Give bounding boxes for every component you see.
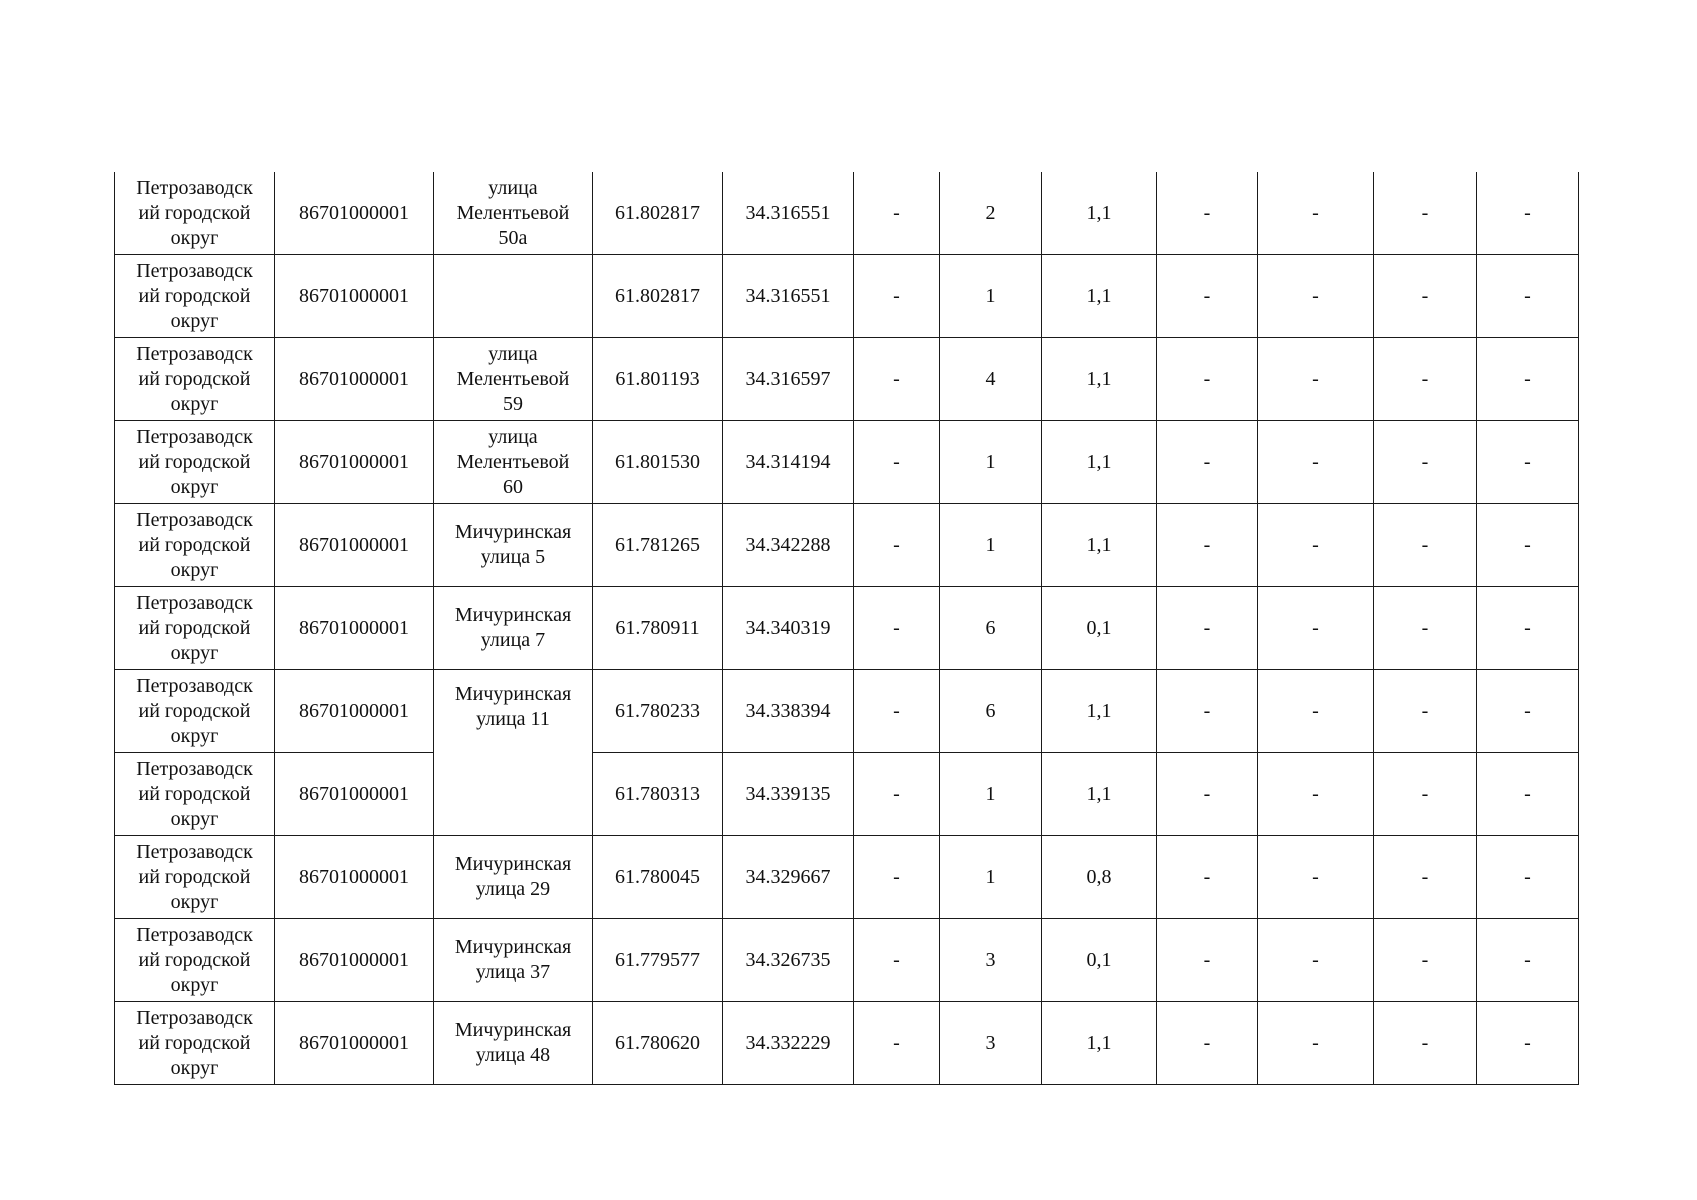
value-cell-6: - bbox=[854, 338, 940, 421]
district-cell bbox=[115, 1002, 275, 1085]
latitude-cell: 61.802817 bbox=[593, 255, 723, 338]
value-cell-10: - bbox=[1258, 919, 1374, 1002]
table-row bbox=[115, 504, 1579, 587]
table-row bbox=[115, 172, 1579, 255]
value-cell-7: 1 bbox=[940, 836, 1042, 919]
value-cell-8: 1,1 bbox=[1042, 753, 1157, 836]
longitude-cell: 34.314194 bbox=[723, 421, 854, 504]
address-cell bbox=[434, 172, 593, 255]
value-cell-6: - bbox=[854, 919, 940, 1002]
oktmo-cell: 86701000001 bbox=[275, 587, 434, 670]
value-cell-9: - bbox=[1157, 504, 1258, 587]
value-cell-8: 1,1 bbox=[1042, 504, 1157, 587]
value-cell-11: - bbox=[1374, 172, 1477, 255]
district-cell bbox=[115, 836, 275, 919]
district-cell bbox=[115, 172, 275, 255]
address-cell bbox=[434, 836, 593, 919]
district-cell bbox=[115, 338, 275, 421]
district-line: ий городской bbox=[138, 533, 251, 556]
oktmo-cell: 86701000001 bbox=[275, 919, 434, 1002]
table-row bbox=[115, 338, 1579, 421]
value-cell-6: - bbox=[854, 587, 940, 670]
latitude-cell: 61.780233 bbox=[593, 670, 723, 753]
address-line: Мичуринская bbox=[454, 604, 572, 626]
value-cell-6: - bbox=[854, 421, 940, 504]
latitude-cell: 61.780911 bbox=[593, 587, 723, 670]
district-line: Петрозаводск bbox=[136, 342, 253, 365]
district-line: ий городской bbox=[138, 782, 251, 805]
value-cell-10: - bbox=[1258, 504, 1374, 587]
latitude-cell: 61.801193 bbox=[593, 338, 723, 421]
value-cell-11: - bbox=[1374, 670, 1477, 753]
value-cell-10: - bbox=[1258, 172, 1374, 255]
district-line: Петрозаводск bbox=[136, 425, 253, 448]
address-line: улица 11 bbox=[476, 708, 550, 730]
value-cell-8: 1,1 bbox=[1042, 1002, 1157, 1085]
district-line: ий городской bbox=[138, 948, 251, 971]
value-cell-10: - bbox=[1258, 587, 1374, 670]
address-cell bbox=[434, 338, 593, 421]
district-line: ий городской bbox=[138, 699, 251, 722]
district-line: Петрозаводск bbox=[136, 757, 253, 780]
district-line: округ bbox=[170, 1056, 219, 1079]
district-line: Петрозаводск bbox=[136, 259, 253, 282]
longitude-cell: 34.316551 bbox=[723, 255, 854, 338]
district-line: округ bbox=[170, 309, 219, 332]
value-cell-7: 1 bbox=[940, 753, 1042, 836]
latitude-cell: 61.781265 bbox=[593, 504, 723, 587]
value-cell-10: - bbox=[1258, 836, 1374, 919]
latitude-cell: 61.780313 bbox=[593, 753, 723, 836]
district-line: Петрозаводск bbox=[136, 176, 253, 199]
value-cell-8: 1,1 bbox=[1042, 338, 1157, 421]
district-line: ий городской bbox=[138, 450, 251, 473]
address-line: улица 7 bbox=[480, 629, 546, 651]
value-cell-8: 1,1 bbox=[1042, 172, 1157, 255]
district-line: Петрозаводск bbox=[136, 591, 253, 614]
address-line: Мичуринская bbox=[454, 853, 572, 875]
value-cell-12: - bbox=[1477, 172, 1579, 255]
address-line: улица 48 bbox=[475, 1044, 551, 1066]
district-cell bbox=[115, 255, 275, 338]
district-line: округ bbox=[170, 890, 219, 913]
address-cell bbox=[434, 919, 593, 1002]
oktmo-cell: 86701000001 bbox=[275, 670, 434, 753]
latitude-cell: 61.801530 bbox=[593, 421, 723, 504]
district-line: округ bbox=[170, 392, 219, 415]
value-cell-9: - bbox=[1157, 172, 1258, 255]
value-cell-12: - bbox=[1477, 421, 1579, 504]
district-line: ий городской bbox=[138, 865, 251, 888]
table-row bbox=[115, 919, 1579, 1002]
district-line: ий городской bbox=[138, 367, 251, 390]
data-table bbox=[114, 172, 1579, 1085]
longitude-cell: 34.338394 bbox=[723, 670, 854, 753]
value-cell-8: 1,1 bbox=[1042, 421, 1157, 504]
district-line: Петрозаводск bbox=[136, 1006, 253, 1029]
value-cell-7: 1 bbox=[940, 421, 1042, 504]
district-line: Петрозаводск bbox=[136, 923, 253, 946]
value-cell-9: - bbox=[1157, 919, 1258, 1002]
address-line: улица bbox=[488, 425, 538, 448]
value-cell-7: 4 bbox=[940, 338, 1042, 421]
latitude-cell: 61.779577 bbox=[593, 919, 723, 1002]
value-cell-7: 1 bbox=[940, 504, 1042, 587]
district-line: Петрозаводск bbox=[136, 674, 253, 697]
value-cell-8: 0,1 bbox=[1042, 587, 1157, 670]
latitude-cell: 61.780045 bbox=[593, 836, 723, 919]
value-cell-11: - bbox=[1374, 255, 1477, 338]
oktmo-cell: 86701000001 bbox=[275, 421, 434, 504]
address-cell bbox=[434, 421, 593, 504]
table-row bbox=[115, 587, 1579, 670]
value-cell-11: - bbox=[1374, 753, 1477, 836]
district-cell bbox=[115, 421, 275, 504]
address-line: Мичуринская bbox=[454, 521, 572, 543]
value-cell-12: - bbox=[1477, 836, 1579, 919]
address-line: улица bbox=[488, 176, 538, 199]
address-line: улица 29 bbox=[475, 878, 551, 900]
oktmo-cell: 86701000001 bbox=[275, 338, 434, 421]
value-cell-12: - bbox=[1477, 670, 1579, 753]
district-line: ий городской bbox=[138, 284, 251, 307]
address-line: улица 37 bbox=[475, 961, 551, 983]
table-row bbox=[115, 836, 1579, 919]
address-line: улица bbox=[488, 342, 538, 365]
oktmo-cell: 86701000001 bbox=[275, 504, 434, 587]
value-cell-11: - bbox=[1374, 504, 1477, 587]
value-cell-9: - bbox=[1157, 421, 1258, 504]
value-cell-12: - bbox=[1477, 587, 1579, 670]
district-line: округ bbox=[170, 558, 219, 581]
oktmo-cell: 86701000001 bbox=[275, 753, 434, 836]
latitude-cell: 61.802817 bbox=[593, 172, 723, 255]
value-cell-8: 0,8 bbox=[1042, 836, 1157, 919]
value-cell-10: - bbox=[1258, 1002, 1374, 1085]
district-line: округ bbox=[170, 724, 219, 747]
longitude-cell: 34.316597 bbox=[723, 338, 854, 421]
address-line: Мелентьевой bbox=[456, 450, 570, 473]
value-cell-7: 1 bbox=[940, 255, 1042, 338]
value-cell-6: - bbox=[854, 670, 940, 753]
district-cell bbox=[115, 919, 275, 1002]
value-cell-12: - bbox=[1477, 919, 1579, 1002]
address-cell bbox=[434, 1002, 593, 1085]
value-cell-7: 6 bbox=[940, 587, 1042, 670]
value-cell-12: - bbox=[1477, 1002, 1579, 1085]
district-line: Петрозаводск bbox=[136, 508, 253, 531]
longitude-cell: 34.332229 bbox=[723, 1002, 854, 1085]
value-cell-9: - bbox=[1157, 1002, 1258, 1085]
value-cell-12: - bbox=[1477, 255, 1579, 338]
value-cell-8: 0,1 bbox=[1042, 919, 1157, 1002]
address-line: Мичуринская bbox=[454, 683, 572, 705]
district-line: Петрозаводск bbox=[136, 840, 253, 863]
value-cell-7: 3 bbox=[940, 919, 1042, 1002]
longitude-cell: 34.326735 bbox=[723, 919, 854, 1002]
value-cell-6: - bbox=[854, 504, 940, 587]
longitude-cell: 34.329667 bbox=[723, 836, 854, 919]
oktmo-cell: 86701000001 bbox=[275, 836, 434, 919]
address-line: улица 5 bbox=[480, 546, 546, 568]
value-cell-10: - bbox=[1258, 338, 1374, 421]
value-cell-9: - bbox=[1157, 836, 1258, 919]
value-cell-11: - bbox=[1374, 421, 1477, 504]
value-cell-10: - bbox=[1258, 421, 1374, 504]
value-cell-11: - bbox=[1374, 587, 1477, 670]
value-cell-10: - bbox=[1258, 670, 1374, 753]
district-cell bbox=[115, 670, 275, 753]
value-cell-6: - bbox=[854, 753, 940, 836]
district-line: округ bbox=[170, 475, 219, 498]
oktmo-cell: 86701000001 bbox=[275, 255, 434, 338]
value-cell-9: - bbox=[1157, 255, 1258, 338]
value-cell-6: - bbox=[854, 255, 940, 338]
value-cell-11: - bbox=[1374, 338, 1477, 421]
address-line: 60 bbox=[503, 475, 523, 498]
address-cell bbox=[434, 670, 593, 836]
value-cell-8: 1,1 bbox=[1042, 670, 1157, 753]
longitude-cell: 34.316551 bbox=[723, 172, 854, 255]
address-cell bbox=[434, 255, 593, 338]
value-cell-9: - bbox=[1157, 670, 1258, 753]
value-cell-11: - bbox=[1374, 1002, 1477, 1085]
district-line: округ bbox=[170, 641, 219, 664]
value-cell-6: - bbox=[854, 172, 940, 255]
district-cell bbox=[115, 504, 275, 587]
address-line: Мелентьевой bbox=[456, 201, 570, 224]
table-body bbox=[115, 172, 1579, 1085]
value-cell-10: - bbox=[1258, 255, 1374, 338]
address-line: 59 bbox=[503, 392, 523, 415]
value-cell-11: - bbox=[1374, 836, 1477, 919]
latitude-cell: 61.780620 bbox=[593, 1002, 723, 1085]
value-cell-8: 1,1 bbox=[1042, 255, 1157, 338]
table-row bbox=[115, 421, 1579, 504]
address-line: Мичуринская bbox=[454, 936, 572, 958]
district-line: округ bbox=[170, 226, 219, 249]
table-row bbox=[115, 670, 1579, 753]
value-cell-12: - bbox=[1477, 753, 1579, 836]
district-cell bbox=[115, 753, 275, 836]
address-cell bbox=[434, 587, 593, 670]
oktmo-cell: 86701000001 bbox=[275, 172, 434, 255]
longitude-cell: 34.340319 bbox=[723, 587, 854, 670]
district-cell bbox=[115, 587, 275, 670]
value-cell-7: 3 bbox=[940, 1002, 1042, 1085]
value-cell-6: - bbox=[854, 1002, 940, 1085]
oktmo-cell: 86701000001 bbox=[275, 1002, 434, 1085]
table-row bbox=[115, 1002, 1579, 1085]
longitude-cell: 34.342288 bbox=[723, 504, 854, 587]
longitude-cell: 34.339135 bbox=[723, 753, 854, 836]
value-cell-6: - bbox=[854, 836, 940, 919]
table-row bbox=[115, 753, 1579, 836]
value-cell-11: - bbox=[1374, 919, 1477, 1002]
value-cell-9: - bbox=[1157, 338, 1258, 421]
value-cell-9: - bbox=[1157, 753, 1258, 836]
address-line: Мелентьевой bbox=[456, 367, 570, 390]
value-cell-7: 6 bbox=[940, 670, 1042, 753]
value-cell-10: - bbox=[1258, 753, 1374, 836]
address-line: 50а bbox=[498, 226, 528, 249]
value-cell-12: - bbox=[1477, 504, 1579, 587]
district-line: ий городской bbox=[138, 201, 251, 224]
table-row bbox=[115, 255, 1579, 338]
value-cell-9: - bbox=[1157, 587, 1258, 670]
district-line: округ bbox=[170, 973, 219, 996]
value-cell-12: - bbox=[1477, 338, 1579, 421]
district-line: ий городской bbox=[138, 1031, 251, 1054]
value-cell-7: 2 bbox=[940, 172, 1042, 255]
district-line: округ bbox=[170, 807, 219, 830]
address-line: Мичуринская bbox=[454, 1019, 572, 1041]
district-line: ий городской bbox=[138, 616, 251, 639]
address-cell bbox=[434, 504, 593, 587]
